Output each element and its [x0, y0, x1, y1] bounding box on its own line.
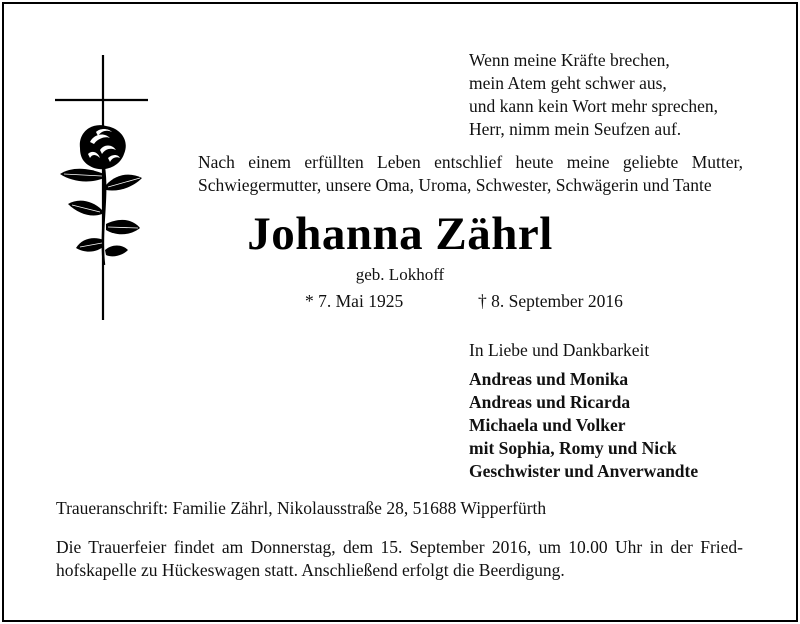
announcement-line-2: Schwiegermutter, unsere Oma, Uroma, Schwester, Schwägerin und Tante — [198, 175, 712, 195]
poem-line: mein Atem geht schwer aus, — [469, 73, 667, 93]
mourner-name: Geschwister und Anverwandte — [469, 461, 699, 481]
mourner-list — [469, 368, 698, 483]
gratitude-line: In Liebe und Dankbarkeit — [469, 340, 650, 360]
funeral-info — [56, 536, 743, 582]
poem-line: Wenn meine Kräfte brechen, — [469, 50, 670, 70]
mourner-name: Michaela und Volker — [469, 415, 626, 435]
mourner-name: Andreas und Monika — [469, 369, 629, 389]
mourner-name: mit Sophia, Romy und Nick — [469, 438, 677, 458]
maiden-name: geb. Lokhoff — [355, 265, 445, 284]
mourner-name: Andreas und Ricarda — [469, 392, 631, 412]
death-date: † 8. September 2016 — [478, 291, 623, 311]
mourning-address: Traueranschrift: Familie Zährl, Nikolausstraße 28, 51688 Wipperfürth — [56, 498, 547, 518]
announcement-text — [198, 151, 743, 197]
announcement-line-1: Nach einem erfüllten Leben entschlief heute meine geliebte Mutter, — [198, 152, 743, 172]
deceased-name: Johanna Zährl — [247, 208, 553, 260]
poem-line: und kann kein Wort mehr sprechen, — [469, 96, 719, 116]
birth-date: * 7. Mai 1925 — [305, 291, 404, 311]
funeral-line-2: hofskapelle zu Hückeswagen statt. Anschließend erfolgt die Beerdigung. — [56, 560, 565, 580]
funeral-line-1: Die Trauerfeier findet am Donnerstag, dem 15. September 2016, um 10.00 Uhr in der Fried- — [56, 537, 743, 557]
poem-line: Herr, nimm mein Seufzen auf. — [469, 119, 682, 139]
poem — [469, 49, 718, 141]
